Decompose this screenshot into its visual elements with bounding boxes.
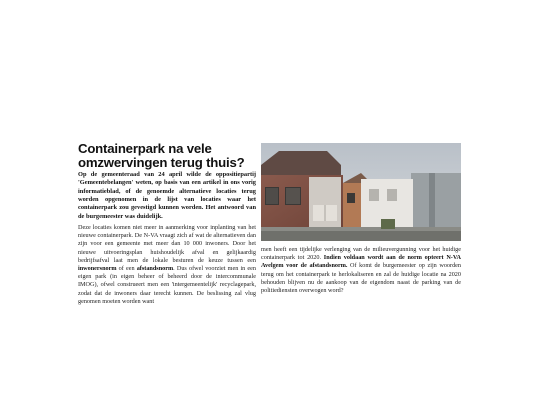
article-headline: Containerpark na vele omzwervingen terug thuis? xyxy=(78,141,245,170)
article-body-left xyxy=(78,224,256,306)
body-left-text-2: of een xyxy=(116,265,137,273)
norm-statement: Indien voldaan wordt aan de norm opteert N-VA Avelgem voor de afstandsnorm. xyxy=(261,254,462,270)
body-left-text-3: . Dus ofwel voorziet men in een eigen park (in eigen beheer of beheerd door de intercommunale IMOG), ofwel construeert men een 'intergemeentelijk' recyclagepark, zodat dat de inwoners daar terecht kunnen. De beslissing zal vlug genomen moeten worden want xyxy=(78,265,256,305)
article-lead: Op de gemeenteraad van 24 april wilde de oppositiepartij 'Gemeentebelangen' weten, op basis van een artikel in ons vorig informatieblad, of de genoemde alternatieve locaties terug worden opgenomen in de lijst van locaties waar het containerpark zou gevestigd kunnen worden. Het antwoord van de burgemeester was duidelijk. xyxy=(78,171,256,220)
afstandsnorm-term: afstandsnorm xyxy=(136,265,174,273)
inwonersnorm-term: inwonersnorm xyxy=(78,265,117,273)
article-photo xyxy=(261,143,461,241)
body-right-text-2: Of komt de burgemeester op zijn woorden terug om het containerpark te herlokaliseren en zal de huidige locatie na 2020 behouden blijven nu de aankoop van de eigendom naast de parking van de politiediensten overwogen word? xyxy=(261,262,462,295)
body-right-text-1: men heeft een tijdelijke verlenging van de milieuvergunning voor het huidige containerpark tot 2020. xyxy=(261,246,461,262)
house-photo-illustration xyxy=(261,143,461,241)
article-body-right xyxy=(261,246,461,295)
body-left-text-1: Deze locaties komen niet meer in aanmerking voor inplanting van het nieuwe containerpark. De N-VA vraagt zich af wat de alternatieven dan zijn voor een gemeente met meer dan 10 000 inwoners. Door het nieuwe uitvoeringsplan huishoudelijk afval en gelijkaardig bedrijfsafval laat men de lokale besturen de keuze tussen een xyxy=(78,224,256,264)
